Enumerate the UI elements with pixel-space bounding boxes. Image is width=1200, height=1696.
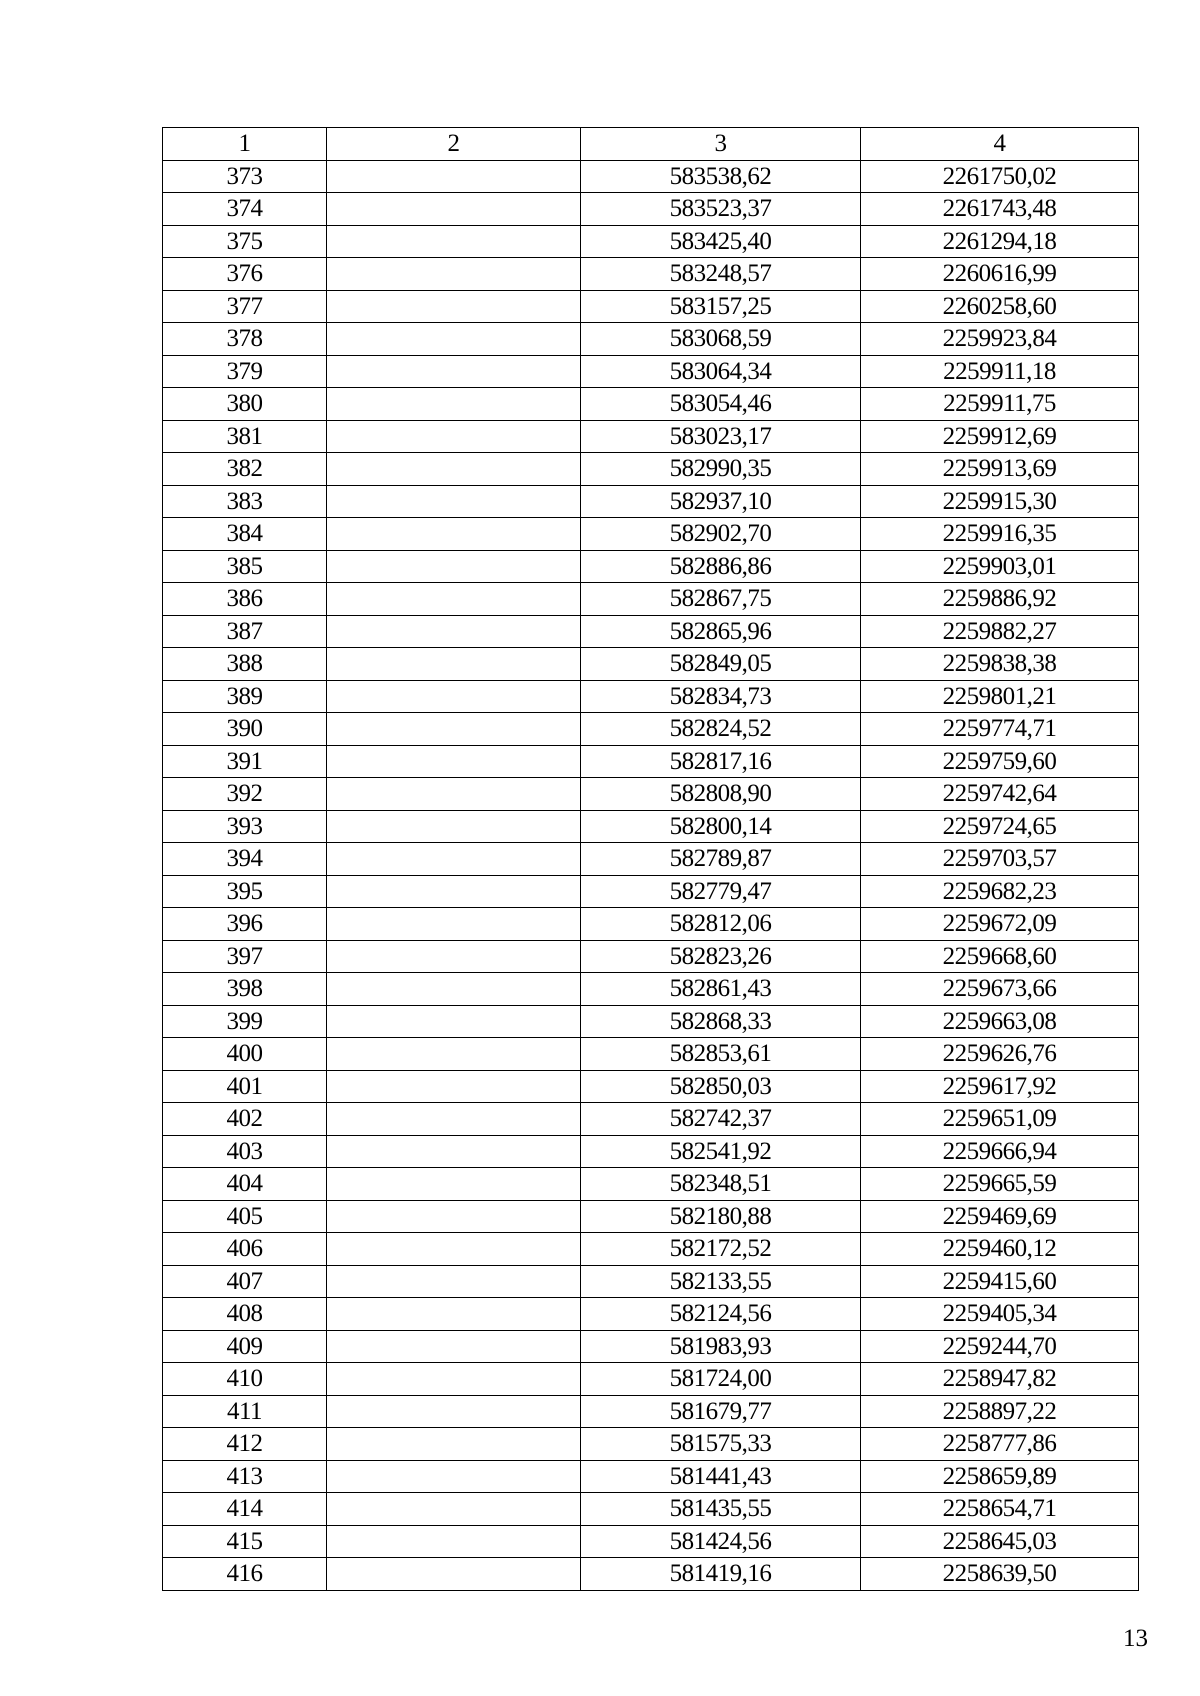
table-row bbox=[163, 1038, 1139, 1071]
coord-y-cell: 2259668,60 bbox=[861, 940, 1139, 973]
table-row bbox=[163, 1070, 1139, 1103]
table-row bbox=[163, 258, 1139, 291]
table-row bbox=[163, 1298, 1139, 1331]
point-number-cell: 412 bbox=[163, 1428, 327, 1461]
header-col-1: 1 bbox=[163, 128, 327, 161]
coord-y-cell: 2259469,69 bbox=[861, 1200, 1139, 1233]
point-number-cell: 409 bbox=[163, 1330, 327, 1363]
empty-cell bbox=[327, 1135, 581, 1168]
point-number-cell: 373 bbox=[163, 160, 327, 193]
empty-cell bbox=[327, 550, 581, 583]
coord-y-cell: 2259886,92 bbox=[861, 583, 1139, 616]
table-row bbox=[163, 1330, 1139, 1363]
point-number-cell: 385 bbox=[163, 550, 327, 583]
point-number-cell: 384 bbox=[163, 518, 327, 551]
header-col-3: 3 bbox=[581, 128, 861, 161]
coord-y-cell: 2258645,03 bbox=[861, 1525, 1139, 1558]
point-number-cell: 402 bbox=[163, 1103, 327, 1136]
empty-cell bbox=[327, 225, 581, 258]
empty-cell bbox=[327, 875, 581, 908]
coord-x-cell: 583068,59 bbox=[581, 323, 861, 356]
coord-x-cell: 583064,34 bbox=[581, 355, 861, 388]
coord-y-cell: 2261750,02 bbox=[861, 160, 1139, 193]
empty-cell bbox=[327, 615, 581, 648]
point-number-cell: 407 bbox=[163, 1265, 327, 1298]
empty-cell bbox=[327, 810, 581, 843]
coord-y-cell: 2258654,71 bbox=[861, 1493, 1139, 1526]
empty-cell bbox=[327, 1070, 581, 1103]
table-row bbox=[163, 875, 1139, 908]
table-row bbox=[163, 778, 1139, 811]
empty-cell bbox=[327, 1168, 581, 1201]
coord-y-cell: 2259617,92 bbox=[861, 1070, 1139, 1103]
point-number-cell: 386 bbox=[163, 583, 327, 616]
coord-x-cell: 582823,26 bbox=[581, 940, 861, 973]
point-number-cell: 400 bbox=[163, 1038, 327, 1071]
coord-y-cell: 2259774,71 bbox=[861, 713, 1139, 746]
empty-cell bbox=[327, 1460, 581, 1493]
coord-y-cell: 2258659,89 bbox=[861, 1460, 1139, 1493]
point-number-cell: 383 bbox=[163, 485, 327, 518]
table-row bbox=[163, 1103, 1139, 1136]
table-row bbox=[163, 1525, 1139, 1558]
header-row bbox=[163, 128, 1139, 161]
coord-x-cell: 581435,55 bbox=[581, 1493, 861, 1526]
coord-y-cell: 2259460,12 bbox=[861, 1233, 1139, 1266]
coord-y-cell: 2259626,76 bbox=[861, 1038, 1139, 1071]
coord-x-cell: 581724,00 bbox=[581, 1363, 861, 1396]
empty-cell bbox=[327, 1265, 581, 1298]
coordinates-table bbox=[162, 127, 1139, 1591]
table-row bbox=[163, 583, 1139, 616]
coord-x-cell: 582172,52 bbox=[581, 1233, 861, 1266]
coord-x-cell: 582348,51 bbox=[581, 1168, 861, 1201]
table-row bbox=[163, 810, 1139, 843]
coord-x-cell: 582865,96 bbox=[581, 615, 861, 648]
point-number-cell: 406 bbox=[163, 1233, 327, 1266]
coord-x-cell: 582853,61 bbox=[581, 1038, 861, 1071]
table-row bbox=[163, 1135, 1139, 1168]
table-row bbox=[163, 1200, 1139, 1233]
coord-x-cell: 582886,86 bbox=[581, 550, 861, 583]
coord-y-cell: 2259838,38 bbox=[861, 648, 1139, 681]
point-number-cell: 389 bbox=[163, 680, 327, 713]
coord-y-cell: 2259666,94 bbox=[861, 1135, 1139, 1168]
coord-x-cell: 582800,14 bbox=[581, 810, 861, 843]
coord-x-cell: 582789,87 bbox=[581, 843, 861, 876]
table-header bbox=[163, 128, 1139, 161]
coord-x-cell: 582850,03 bbox=[581, 1070, 861, 1103]
empty-cell bbox=[327, 1395, 581, 1428]
point-number-cell: 375 bbox=[163, 225, 327, 258]
table-row bbox=[163, 485, 1139, 518]
coord-x-cell: 582824,52 bbox=[581, 713, 861, 746]
table-row bbox=[163, 550, 1139, 583]
table-row bbox=[163, 1005, 1139, 1038]
coord-x-cell: 582867,75 bbox=[581, 583, 861, 616]
coord-x-cell: 582124,56 bbox=[581, 1298, 861, 1331]
point-number-cell: 390 bbox=[163, 713, 327, 746]
point-number-cell: 414 bbox=[163, 1493, 327, 1526]
coord-y-cell: 2259673,66 bbox=[861, 973, 1139, 1006]
table-row bbox=[163, 453, 1139, 486]
empty-cell bbox=[327, 1493, 581, 1526]
coord-x-cell: 583425,40 bbox=[581, 225, 861, 258]
coord-y-cell: 2259651,09 bbox=[861, 1103, 1139, 1136]
point-number-cell: 387 bbox=[163, 615, 327, 648]
table-row bbox=[163, 1493, 1139, 1526]
coord-x-cell: 582902,70 bbox=[581, 518, 861, 551]
coord-y-cell: 2259759,60 bbox=[861, 745, 1139, 778]
coord-y-cell: 2259923,84 bbox=[861, 323, 1139, 356]
coord-x-cell: 582937,10 bbox=[581, 485, 861, 518]
header-col-2: 2 bbox=[327, 128, 581, 161]
empty-cell bbox=[327, 1005, 581, 1038]
table-row bbox=[163, 1265, 1139, 1298]
table-row bbox=[163, 680, 1139, 713]
table-row bbox=[163, 420, 1139, 453]
table-body bbox=[163, 160, 1139, 1590]
point-number-cell: 405 bbox=[163, 1200, 327, 1233]
coord-y-cell: 2260616,99 bbox=[861, 258, 1139, 291]
empty-cell bbox=[327, 908, 581, 941]
table-row bbox=[163, 745, 1139, 778]
empty-cell bbox=[327, 290, 581, 323]
coord-y-cell: 2259415,60 bbox=[861, 1265, 1139, 1298]
empty-cell bbox=[327, 1363, 581, 1396]
empty-cell bbox=[327, 1233, 581, 1266]
table-row bbox=[163, 1233, 1139, 1266]
table-row bbox=[163, 973, 1139, 1006]
table-row bbox=[163, 355, 1139, 388]
point-number-cell: 395 bbox=[163, 875, 327, 908]
coord-y-cell: 2258639,50 bbox=[861, 1558, 1139, 1591]
coord-y-cell: 2258777,86 bbox=[861, 1428, 1139, 1461]
coord-x-cell: 582779,47 bbox=[581, 875, 861, 908]
empty-cell bbox=[327, 518, 581, 551]
point-number-cell: 391 bbox=[163, 745, 327, 778]
empty-cell bbox=[327, 1103, 581, 1136]
coord-x-cell: 583157,25 bbox=[581, 290, 861, 323]
coord-x-cell: 581419,16 bbox=[581, 1558, 861, 1591]
coord-x-cell: 582808,90 bbox=[581, 778, 861, 811]
empty-cell bbox=[327, 1525, 581, 1558]
point-number-cell: 403 bbox=[163, 1135, 327, 1168]
coord-x-cell: 581575,33 bbox=[581, 1428, 861, 1461]
table-row bbox=[163, 648, 1139, 681]
empty-cell bbox=[327, 1298, 581, 1331]
empty-cell bbox=[327, 973, 581, 1006]
coord-y-cell: 2259244,70 bbox=[861, 1330, 1139, 1363]
point-number-cell: 404 bbox=[163, 1168, 327, 1201]
coord-x-cell: 582180,88 bbox=[581, 1200, 861, 1233]
coord-y-cell: 2261294,18 bbox=[861, 225, 1139, 258]
coord-y-cell: 2259724,65 bbox=[861, 810, 1139, 843]
coord-y-cell: 2259903,01 bbox=[861, 550, 1139, 583]
point-number-cell: 374 bbox=[163, 193, 327, 226]
page-number: 13 bbox=[1123, 1625, 1148, 1652]
empty-cell bbox=[327, 713, 581, 746]
point-number-cell: 376 bbox=[163, 258, 327, 291]
coord-x-cell: 581983,93 bbox=[581, 1330, 861, 1363]
table-row bbox=[163, 193, 1139, 226]
point-number-cell: 413 bbox=[163, 1460, 327, 1493]
point-number-cell: 394 bbox=[163, 843, 327, 876]
empty-cell bbox=[327, 1428, 581, 1461]
coord-y-cell: 2259911,75 bbox=[861, 388, 1139, 421]
table-row bbox=[163, 1395, 1139, 1428]
empty-cell bbox=[327, 193, 581, 226]
table-row bbox=[163, 160, 1139, 193]
coord-x-cell: 582133,55 bbox=[581, 1265, 861, 1298]
empty-cell bbox=[327, 940, 581, 973]
table-row bbox=[163, 908, 1139, 941]
table-row bbox=[163, 615, 1139, 648]
empty-cell bbox=[327, 583, 581, 616]
coord-y-cell: 2259912,69 bbox=[861, 420, 1139, 453]
table-row bbox=[163, 388, 1139, 421]
coord-x-cell: 581679,77 bbox=[581, 1395, 861, 1428]
table-row bbox=[163, 1363, 1139, 1396]
coord-y-cell: 2259915,30 bbox=[861, 485, 1139, 518]
point-number-cell: 410 bbox=[163, 1363, 327, 1396]
table-row bbox=[163, 290, 1139, 323]
point-number-cell: 392 bbox=[163, 778, 327, 811]
point-number-cell: 388 bbox=[163, 648, 327, 681]
empty-cell bbox=[327, 485, 581, 518]
table-row bbox=[163, 843, 1139, 876]
table-row bbox=[163, 225, 1139, 258]
table-row bbox=[163, 518, 1139, 551]
point-number-cell: 416 bbox=[163, 1558, 327, 1591]
coord-x-cell: 582849,05 bbox=[581, 648, 861, 681]
empty-cell bbox=[327, 1558, 581, 1591]
coord-y-cell: 2258947,82 bbox=[861, 1363, 1139, 1396]
point-number-cell: 397 bbox=[163, 940, 327, 973]
coord-y-cell: 2259663,08 bbox=[861, 1005, 1139, 1038]
coord-x-cell: 583523,37 bbox=[581, 193, 861, 226]
coord-x-cell: 581424,56 bbox=[581, 1525, 861, 1558]
coord-y-cell: 2261743,48 bbox=[861, 193, 1139, 226]
point-number-cell: 380 bbox=[163, 388, 327, 421]
coord-y-cell: 2259665,59 bbox=[861, 1168, 1139, 1201]
table-row bbox=[163, 940, 1139, 973]
table-row bbox=[163, 1428, 1139, 1461]
coord-y-cell: 2258897,22 bbox=[861, 1395, 1139, 1428]
coord-y-cell: 2259742,64 bbox=[861, 778, 1139, 811]
point-number-cell: 393 bbox=[163, 810, 327, 843]
coord-y-cell: 2259405,34 bbox=[861, 1298, 1139, 1331]
coord-x-cell: 582742,37 bbox=[581, 1103, 861, 1136]
coord-x-cell: 583023,17 bbox=[581, 420, 861, 453]
coord-y-cell: 2259882,27 bbox=[861, 615, 1139, 648]
header-col-4: 4 bbox=[861, 128, 1139, 161]
coord-y-cell: 2260258,60 bbox=[861, 290, 1139, 323]
empty-cell bbox=[327, 453, 581, 486]
empty-cell bbox=[327, 388, 581, 421]
empty-cell bbox=[327, 420, 581, 453]
coord-x-cell: 581441,43 bbox=[581, 1460, 861, 1493]
point-number-cell: 382 bbox=[163, 453, 327, 486]
point-number-cell: 415 bbox=[163, 1525, 327, 1558]
coord-x-cell: 582861,43 bbox=[581, 973, 861, 1006]
coord-y-cell: 2259801,21 bbox=[861, 680, 1139, 713]
empty-cell bbox=[327, 745, 581, 778]
point-number-cell: 399 bbox=[163, 1005, 327, 1038]
table-row bbox=[163, 1558, 1139, 1591]
point-number-cell: 378 bbox=[163, 323, 327, 356]
coord-y-cell: 2259682,23 bbox=[861, 875, 1139, 908]
coord-x-cell: 582541,92 bbox=[581, 1135, 861, 1168]
empty-cell bbox=[327, 323, 581, 356]
table-row bbox=[163, 1168, 1139, 1201]
empty-cell bbox=[327, 258, 581, 291]
empty-cell bbox=[327, 355, 581, 388]
coord-x-cell: 582812,06 bbox=[581, 908, 861, 941]
coord-x-cell: 583054,46 bbox=[581, 388, 861, 421]
coord-x-cell: 582834,73 bbox=[581, 680, 861, 713]
coord-x-cell: 583538,62 bbox=[581, 160, 861, 193]
coord-x-cell: 583248,57 bbox=[581, 258, 861, 291]
coord-x-cell: 582990,35 bbox=[581, 453, 861, 486]
coord-y-cell: 2259672,09 bbox=[861, 908, 1139, 941]
empty-cell bbox=[327, 843, 581, 876]
point-number-cell: 377 bbox=[163, 290, 327, 323]
empty-cell bbox=[327, 1200, 581, 1233]
point-number-cell: 408 bbox=[163, 1298, 327, 1331]
point-number-cell: 401 bbox=[163, 1070, 327, 1103]
table-row bbox=[163, 713, 1139, 746]
coord-y-cell: 2259703,57 bbox=[861, 843, 1139, 876]
coord-x-cell: 582868,33 bbox=[581, 1005, 861, 1038]
empty-cell bbox=[327, 1330, 581, 1363]
empty-cell bbox=[327, 160, 581, 193]
coord-y-cell: 2259911,18 bbox=[861, 355, 1139, 388]
coord-x-cell: 582817,16 bbox=[581, 745, 861, 778]
point-number-cell: 381 bbox=[163, 420, 327, 453]
point-number-cell: 396 bbox=[163, 908, 327, 941]
empty-cell bbox=[327, 1038, 581, 1071]
table-row bbox=[163, 1460, 1139, 1493]
table-row bbox=[163, 323, 1139, 356]
point-number-cell: 398 bbox=[163, 973, 327, 1006]
point-number-cell: 411 bbox=[163, 1395, 327, 1428]
coord-y-cell: 2259913,69 bbox=[861, 453, 1139, 486]
coord-y-cell: 2259916,35 bbox=[861, 518, 1139, 551]
empty-cell bbox=[327, 778, 581, 811]
empty-cell bbox=[327, 648, 581, 681]
empty-cell bbox=[327, 680, 581, 713]
point-number-cell: 379 bbox=[163, 355, 327, 388]
